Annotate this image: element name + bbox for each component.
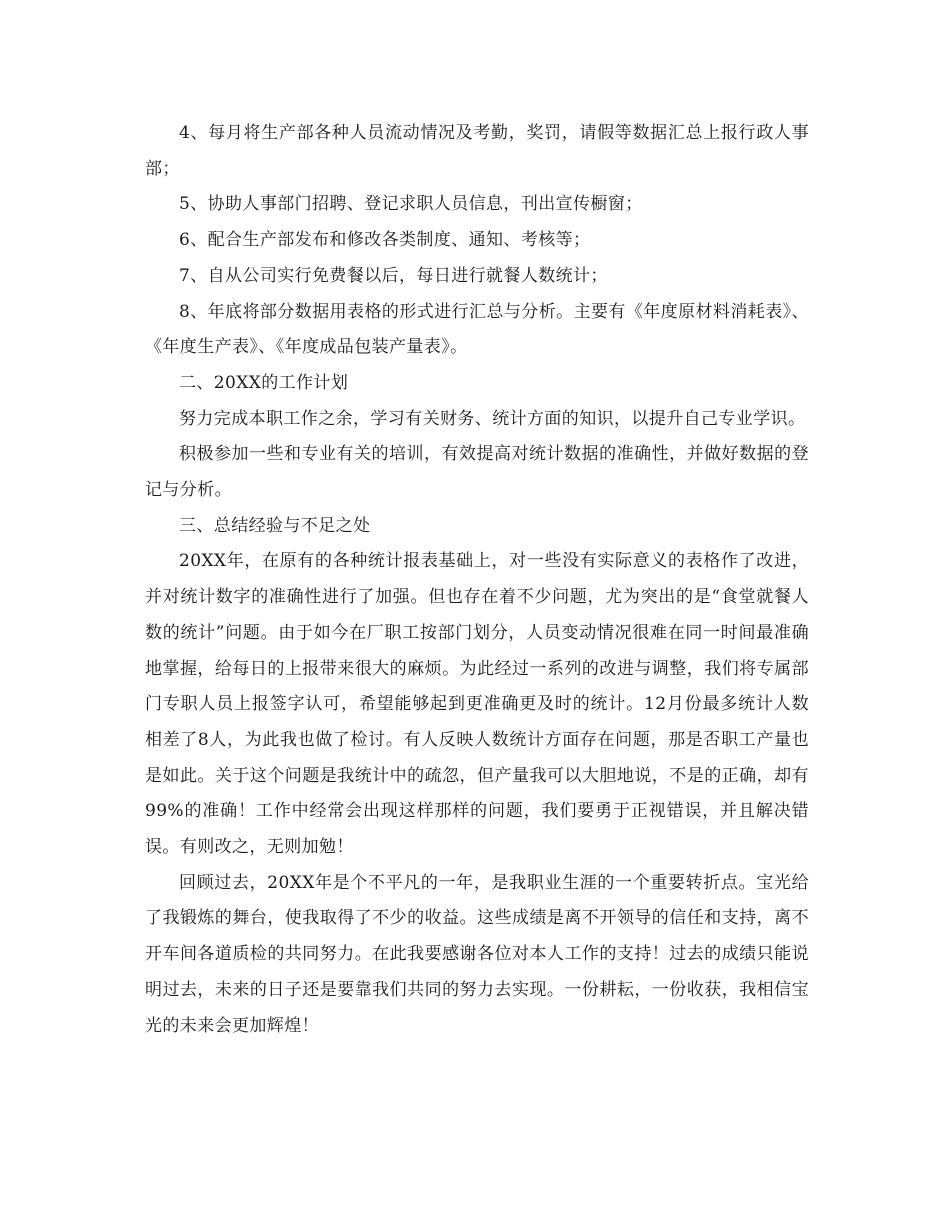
section-heading-summary: 三、总结经验与不足之处 [179,515,371,536]
document-body [145,116,809,1044]
paragraph-item-8: 8、年底将部分数据用表格的形式进行汇总与分析。主要有《年度原材料消耗表》、《年度生产表》、《年度成品包装产量表》。 [145,301,809,358]
section-heading-work-plan: 二、20XX的工作计划 [179,372,349,393]
paragraph-summary-problems: 20XX年，在原有的各种统计报表基础上，对一些没有实际意义的表格作了改进，并对统计数字的准确性进行了加强。但也存在着不少问题，尤为突出的是“食堂就餐人数的统计”问题。由于如今在厂职工按部门划分，人员变动情况很难在同一时间最准确地掌握，给每日的上报带来很大的麻烦。为此经过一系列的改进与调整，我们将专属部门专职人员上报签字认可，希望能够起到更准确更及时的统计。12月份最多统计人数相差了8人，为此我也做了检讨。有人反映人数统计方面存在问题，那是否职工产量也是如此。关于这个问题是我统计中的疏忽，但产量我可以大胆地说，不是的正确，却有99%的准确！工作中经常会出现这样那样的问题，我们要勇于正视错误，并且解决错误。有则改之，无则加勉！ [145,551,809,858]
paragraph-item-4: 4、每月将生产部各种人员流动情况及考勤，奖罚，请假等数据汇总上报行政人事部； [145,123,809,179]
paragraph-review: 回顾过去，20XX年是个不平凡的一年，是我职业生涯的一个重要转折点。宝光给了我锻炼的舞台，使我取得了不少的收益。这些成绩是离不开领导的信任和支持，离不开车间各道质检的共同努力。在此我要感谢各位对本人工作的支持！过去的成绩只能说明过去，未来的日子还是要靠我们共同的努力去实现。一份耕耘，一份收获，我相信宝光的未来会更加辉煌！ [145,872,809,1036]
paragraph-item-7: 7、自从公司实行免费餐以后，每日进行就餐人数统计； [179,265,608,286]
paragraph-item-6: 6、配合生产部发布和修改各类制度、通知、考核等； [179,230,591,251]
paragraph-item-5: 5、协助人事部门招聘、登记求职人员信息，刊出宣传橱窗； [179,194,643,215]
paragraph-plan-study: 努力完成本职工作之余，学习有关财务、统计方面的知识，以提升自己专业学识。 [179,408,806,429]
paragraph-plan-training: 积极参加一些和专业有关的培训，有效提高对统计数据的准确性，并做好数据的登记与分析。 [145,444,809,501]
